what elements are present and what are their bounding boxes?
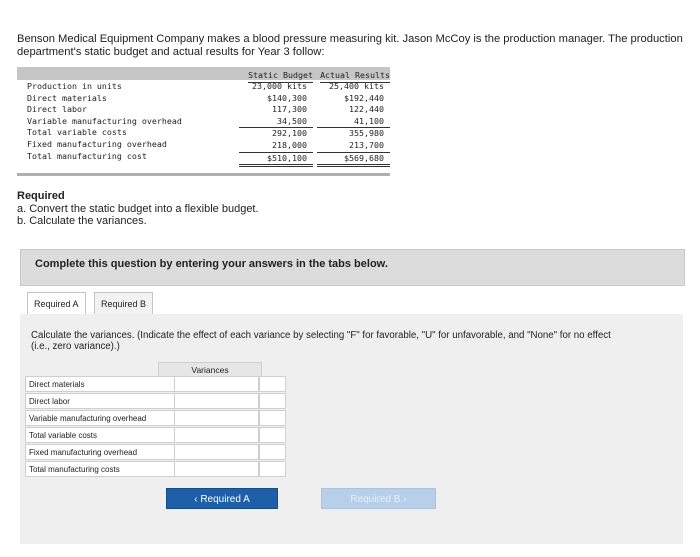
- variance-effect-select[interactable]: [259, 427, 286, 443]
- chevron-right-icon: ›: [403, 494, 407, 505]
- variance-amount-input[interactable]: [174, 427, 259, 443]
- static-variable-overhead: 34,500: [239, 116, 313, 129]
- variance-amount-input[interactable]: [174, 393, 259, 409]
- row-label: Total variable costs: [27, 127, 127, 138]
- tab-required-b[interactable]: Required B: [94, 292, 153, 315]
- variance-effect-select[interactable]: [259, 444, 286, 460]
- static-budget-header: Static Budget: [248, 70, 313, 83]
- row-label: Fixed manufacturing overhead: [27, 138, 167, 149]
- variance-effect-select[interactable]: [259, 410, 286, 426]
- tab-bar: [20, 289, 683, 315]
- row-label: Total manufacturing cost: [27, 150, 147, 161]
- static-budget-table: [17, 67, 390, 176]
- actual-total-cost: $569,680: [317, 153, 390, 168]
- variance-amount-input[interactable]: [174, 410, 259, 426]
- variance-label: Variable manufacturing overhead: [25, 410, 174, 426]
- variance-effect-select[interactable]: [259, 461, 286, 477]
- prev-required-a-button[interactable]: [166, 488, 278, 509]
- variance-label: Direct materials: [25, 376, 174, 392]
- static-direct-materials: $140,300: [267, 92, 307, 103]
- actual-variable-overhead: 41,100: [317, 116, 390, 129]
- variance-effect-select[interactable]: [259, 376, 286, 392]
- budget-row-labels: [27, 81, 182, 162]
- required-section: [17, 190, 259, 228]
- variance-amount-input[interactable]: [174, 376, 259, 392]
- actual-results-header: Actual Results: [320, 70, 390, 83]
- next-required-b-button[interactable]: [321, 488, 436, 509]
- actual-total-variable: 355,980: [349, 128, 384, 139]
- row-label: Production in units: [27, 81, 122, 91]
- panel-instruction: Calculate the variances. (Indicate the effect of each variance by selecting "F" for favorable, "U" for unfavorable, and "None" for no effect (i.e., zero variance).): [31, 330, 611, 352]
- static-total-variable: 292,100: [272, 128, 307, 139]
- actual-results-column: [317, 70, 390, 167]
- static-fixed-overhead: 218,000: [239, 140, 313, 153]
- tab-required-a[interactable]: Required A: [27, 292, 86, 315]
- static-units: 23,000 kits: [252, 81, 307, 91]
- required-title: Required: [17, 190, 65, 202]
- required-b-text: b. Calculate the variances.: [17, 215, 147, 227]
- variance-label: Total manufacturing costs: [25, 461, 174, 477]
- variance-amount-input[interactable]: [174, 444, 259, 460]
- variance-label: Total variable costs: [25, 427, 174, 443]
- actual-fixed-overhead: 213,700: [317, 140, 390, 153]
- static-direct-labor: 117,300: [272, 104, 307, 115]
- actual-direct-materials: $192,440: [344, 92, 384, 103]
- row-label: Variable manufacturing overhead: [27, 115, 182, 126]
- static-budget-column: [239, 70, 313, 167]
- problem-intro: Benson Medical Equipment Company makes a blood pressure measuring kit. Jason McCoy is the production manager. The production department's static budget and actual results for Year 3 follow:: [17, 33, 683, 58]
- prev-button-label: Required A: [200, 494, 250, 505]
- instruction-box: [20, 249, 685, 286]
- row-label: Direct materials: [27, 92, 107, 103]
- actual-units: 25,400 kits: [329, 81, 384, 91]
- variance-amount-input[interactable]: [174, 461, 259, 477]
- variance-label: Fixed manufacturing overhead: [25, 444, 174, 460]
- next-button-label: Required B: [350, 494, 401, 505]
- variance-label: Direct labor: [25, 393, 174, 409]
- chevron-left-icon: ‹: [194, 494, 198, 505]
- variance-effect-select[interactable]: [259, 393, 286, 409]
- row-label: Direct labor: [27, 104, 87, 115]
- table-footer-bar: [17, 173, 390, 176]
- static-total-cost: $510,100: [239, 153, 313, 168]
- actual-direct-labor: 122,440: [349, 104, 384, 115]
- required-a-text: a. Convert the static budget into a flexible budget.: [17, 202, 259, 215]
- variances-header: Variances: [158, 362, 262, 378]
- instruction-text: Complete this question by entering your answers in the tabs below.: [35, 258, 388, 270]
